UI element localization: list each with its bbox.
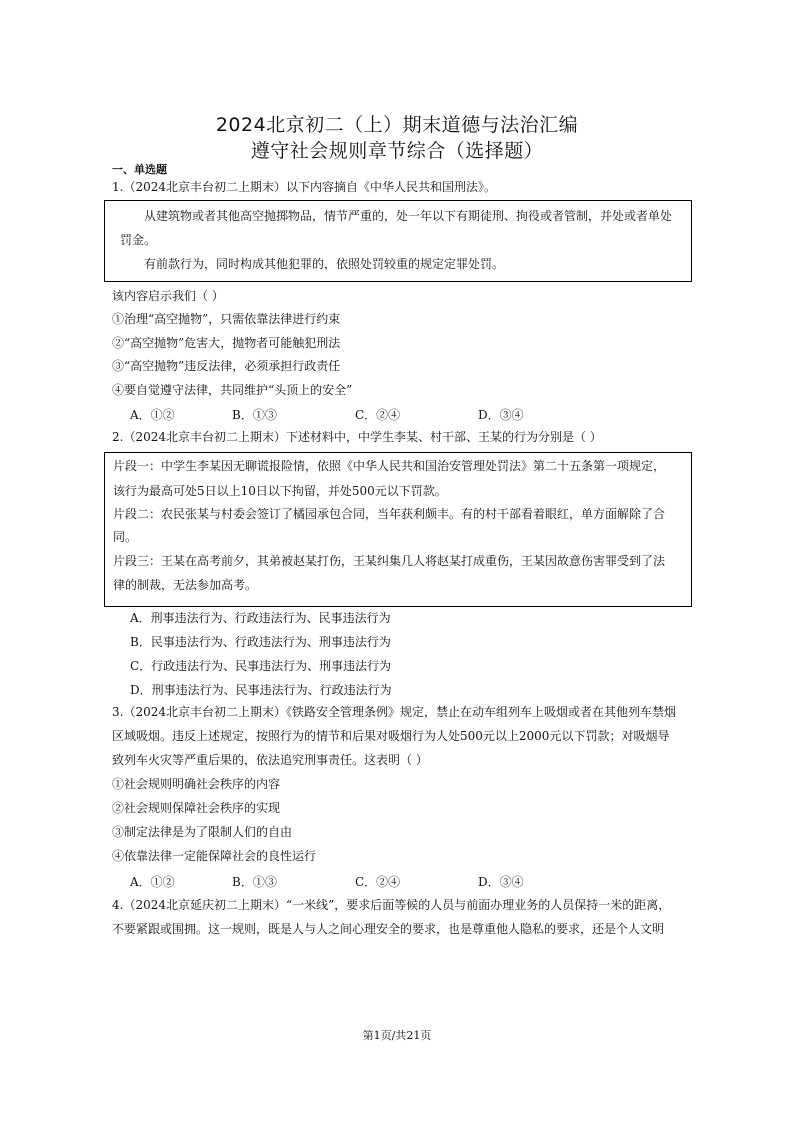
q2-option-d: D．刑事违法行为、民事违法行为、行政违法行为	[130, 683, 392, 697]
q2-material-box	[104, 452, 692, 607]
q3-item: ③制定法律是为了限制人们的自由	[112, 825, 293, 839]
q3-stem-line: 致列车火灾等严重后果的，依法追究刑事责任。这表明（ ）	[112, 753, 428, 767]
q1-option-a: A．①②	[130, 408, 175, 422]
q1-item: ②“高空抛物”危害大，抛物者可能触犯刑法	[112, 336, 341, 350]
q3-stem-line: 区域吸烟。违反上述规定，按照行为的情节和后果对吸烟行为人处500元以上2000元以下罚款；对吸烟导	[112, 729, 670, 743]
q3-stem-line: 3.（2024北京丰台初二上期末）《铁路安全管理条例》规定，禁止在动车组列车上吸烟或者在其他列车禁烟	[112, 705, 676, 719]
q1-option-b: B．①③	[232, 408, 277, 422]
q4-stem-line: 不要紧跟或围拥。这一规则，既是人与人之间心理安全的要求，也是尊重他人隐私的要求，还是个人文明	[112, 922, 665, 936]
q3-item: ④依靠法律一定能保障社会的良性运行	[112, 849, 317, 863]
q1-item: ①治理“高空抛物”，只需依靠法律进行约束	[112, 312, 341, 326]
document-subtitle: 遵守社会规则章节综合（选择题）	[250, 140, 544, 162]
q1-option-d: D．③④	[478, 408, 524, 422]
q2-option-b: B．民事违法行为、行政违法行为、刑事违法行为	[130, 635, 391, 649]
q2-box-line: 同。	[113, 530, 138, 544]
q1-box-line: 有前款行为，同时构成其他犯罪的，依照处罚较重的规定定罪处罚。	[144, 257, 505, 271]
q1-material-box	[104, 200, 692, 282]
q2-box-line: 片段三：王某在高考前夕，其弟被赵某打伤，王某纠集几人将赵某打成重伤，王某因故意伤害罪受到了法	[113, 554, 666, 568]
q4-stem-line: 4.（2024北京延庆初二上期末）“一米线”，要求后面等候的人员与前面办理业务的人员保持一米的距离，	[112, 898, 671, 912]
q3-item: ①社会规则明确社会秩序的内容	[112, 777, 281, 791]
q2-box-line: 片段二：农民张某与村委会签订了橘园承包合同，当年获利颇丰。有的村干部看着眼红，单方面解除了合	[113, 507, 666, 521]
q2-box-line: 律的制裁，无法参加高考。	[113, 578, 258, 592]
q1-option-c: C．②④	[355, 408, 401, 422]
document-title: 2024北京初二（上）期末道德与法治汇编	[215, 114, 579, 136]
q1-box-line: 从建筑物或者其他高空抛掷物品，情节严重的，处一年以下有期徒刑、拘役或者管制，并处或者单处	[144, 209, 673, 223]
q3-option-a: A．①②	[130, 875, 175, 889]
q3-option-d: D．③④	[478, 875, 524, 889]
q2-option-a: A．刑事违法行为、行政违法行为、民事违法行为	[130, 611, 391, 625]
q1-prompt: 该内容启示我们（ ）	[112, 289, 224, 303]
section-heading: 一、单选题	[112, 163, 167, 176]
q3-option-c: C．②④	[355, 875, 401, 889]
q2-box-line: 该行为最高可处5日以上10日以下拘留，并处500元以下罚款。	[113, 484, 447, 498]
q1-box-line: 罚金。	[120, 233, 157, 247]
q1-item: ④要自觉遵守法律，共同维护“头顶上的安全”	[112, 383, 353, 397]
q1-stem: 1.（2024北京丰台初二上期末）以下内容摘自《中华人民共和国刑法》。	[112, 180, 496, 194]
q1-item: ③“高空抛物”违反法律，必须承担行政责任	[112, 359, 341, 373]
page-footer: 第1页/共21页	[362, 1029, 432, 1042]
q3-option-b: B．①③	[232, 875, 277, 889]
q3-item: ②社会规则保障社会秩序的实现	[112, 801, 281, 815]
q2-option-c: C．行政违法行为、民事违法行为、刑事违法行为	[130, 659, 392, 673]
q2-stem: 2.（2024北京丰台初二上期末）下述材料中，中学生李某、村干部、王某的行为分别是（ ）	[112, 430, 602, 444]
q2-box-line: 片段一：中学生李某因无聊谎报险情，依照《中华人民共和国治安管理处罚法》第二十五条第一项规定，	[113, 459, 666, 473]
